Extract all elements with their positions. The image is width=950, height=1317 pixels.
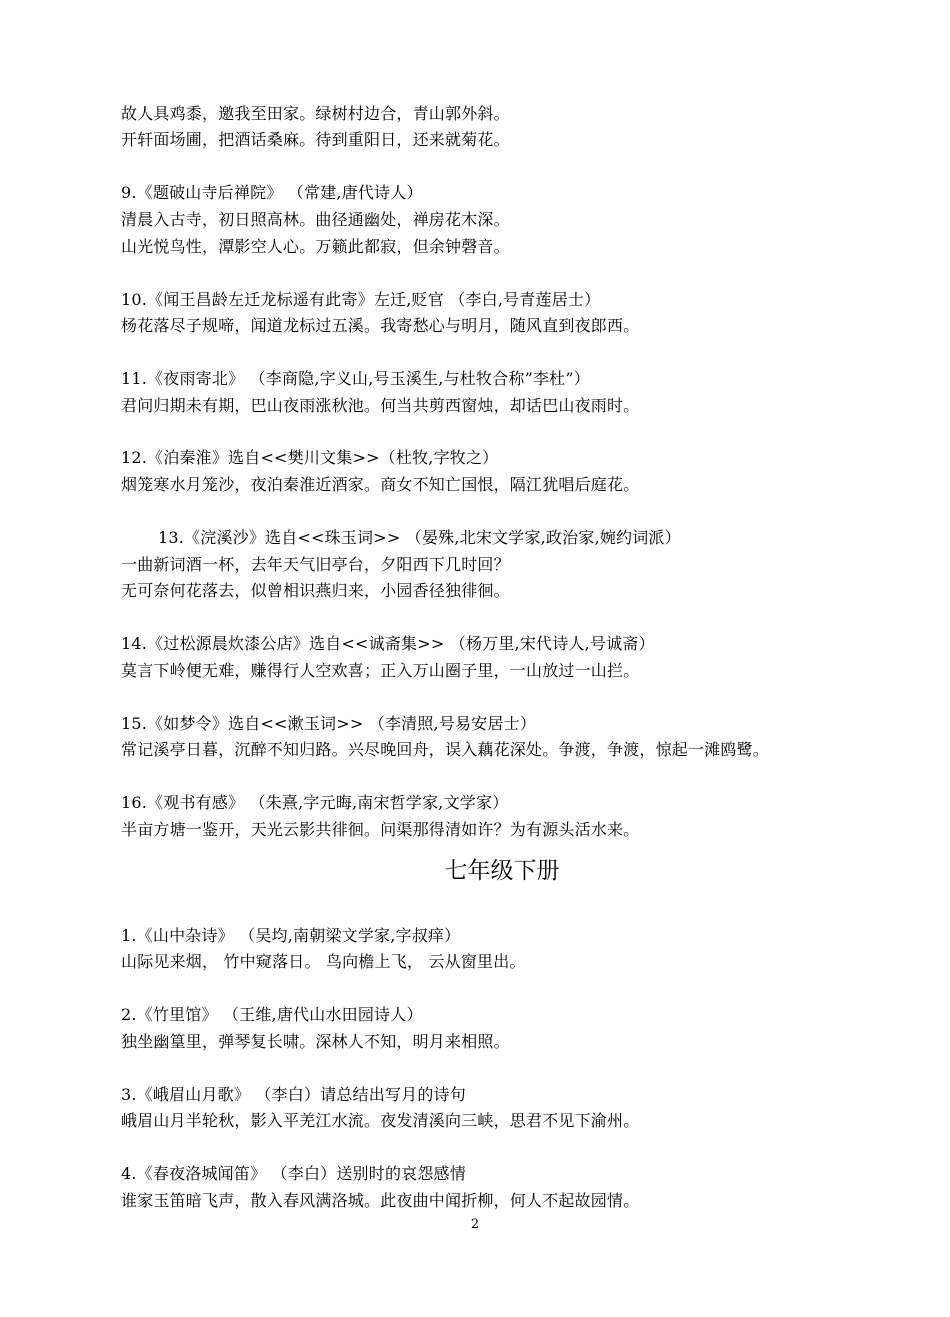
poem-line: 清晨入古寺，初日照高林。曲径通幽处，禅房花木深。 bbox=[121, 210, 510, 229]
poem-heading: 4.《春夜洛城闻笛》 （李白）送别时的哀怨感情 bbox=[121, 1164, 466, 1183]
poem-heading: 15.《如梦令》选自<<漱玉词>> （李清照,号易安居士） bbox=[121, 714, 537, 733]
poem-heading: 14.《过松源晨炊漆公店》选自<<诚斋集>> （杨万里,宋代诗人,号诚斋） bbox=[121, 634, 655, 653]
poem-line: 无可奈何花落去，似曾相识燕归来，小园香径独徘徊。 bbox=[121, 581, 510, 600]
poem-heading: 16.《观书有感》 （朱熹,字元晦,南宋哲学家,文学家） bbox=[121, 793, 509, 812]
poem-line: 君问归期未有期，巴山夜雨涨秋池。何当共剪西窗烛，却话巴山夜雨时。 bbox=[121, 396, 640, 415]
poem-line: 故人具鸡黍，邀我至田家。绿树村边合，青山郭外斜。 bbox=[121, 104, 510, 123]
poem-line: 烟笼寒水月笼沙，夜泊秦淮近酒家。商女不知亡国恨，隔江犹唱后庭花。 bbox=[121, 475, 640, 494]
poem-line: 杨花落尽子规啼，闻道龙标过五溪。我寄愁心与明月，随风直到夜郎西。 bbox=[121, 316, 640, 335]
poem-line: 莫言下岭便无难，赚得行人空欢喜；正入万山圈子里，一山放过一山拦。 bbox=[121, 661, 640, 680]
section-title: 七年级下册 bbox=[444, 858, 560, 884]
poem-line: 谁家玉笛暗飞声，散入春风满洛城。此夜曲中闻折柳，何人不起故园情。 bbox=[121, 1191, 640, 1210]
poem-line: 山际见来烟， 竹中窥落日。 鸟向檐上飞， 云从窗里出。 bbox=[121, 952, 526, 971]
poem-line: 开轩面场圃，把酒话桑麻。待到重阳日，还来就菊花。 bbox=[121, 130, 510, 149]
poem-heading: 2.《竹里馆》 （王维,唐代山水田园诗人） bbox=[121, 1005, 423, 1024]
poem-line: 常记溪亭日暮，沉醉不知归路。兴尽晚回舟，误入藕花深处。争渡，争渡，惊起一滩鸥鹭。 bbox=[121, 740, 770, 759]
poem-line: 一曲新词酒一杯，去年天气旧亭台，夕阳西下几时回？ bbox=[121, 555, 510, 574]
poem-line: 山光悦鸟性，潭影空人心。万籁此都寂，但余钟磬音。 bbox=[121, 237, 510, 256]
page-number: 2 bbox=[470, 1217, 480, 1232]
poem-heading: 12.《泊秦淮》选自<<樊川文集>>（杜牧,字牧之） bbox=[121, 448, 499, 467]
poem-heading: 11.《夜雨寄北》 （李商隐,字义山,号玉溪生,与杜牧合称”李杜”） bbox=[121, 369, 590, 388]
poem-heading: 9.《题破山寺后禅院》 （常建,唐代诗人） bbox=[121, 183, 423, 202]
poem-heading: 3.《峨眉山月歌》 （李白）请总结出写月的诗句 bbox=[121, 1085, 466, 1104]
poem-heading: 13.《浣溪沙》选自<<珠玉词>> （晏殊,北宋文学家,政治家,婉约词派） bbox=[158, 528, 681, 547]
poem-heading: 1.《山中杂诗》 （吴均,南朝梁文学家,字叔痒） bbox=[121, 926, 461, 945]
poem-line: 独坐幽篁里，弹琴复长啸。深林人不知，明月来相照。 bbox=[121, 1032, 510, 1051]
poem-line: 半亩方塘一鉴开，天光云影共徘徊。问渠那得清如许？为有源头活水来。 bbox=[121, 820, 640, 839]
poem-line: 峨眉山月半轮秋，影入平羌江水流。夜发清溪向三峡，思君不见下渝州。 bbox=[121, 1111, 640, 1130]
poem-heading: 10.《闻王昌龄左迁龙标遥有此寄》左迁,贬官 （李白,号青莲居士） bbox=[121, 290, 601, 309]
